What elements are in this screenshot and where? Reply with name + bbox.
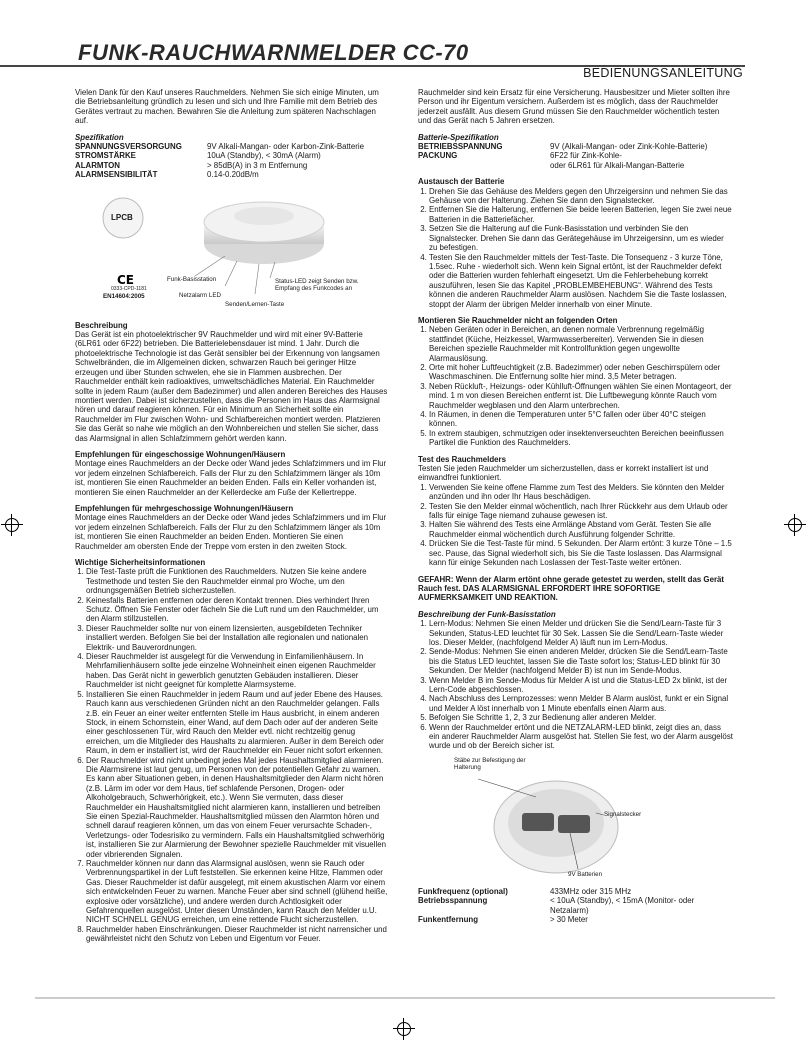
list-item: 5. Installieren Sie einen Rauchmelder in jedem Raum und auf jeder Ebene des Hauses. Rauch kann aus verschiedenen Gründen nicht an den Rauchmelder gelangen. Falls z.B. ein Feuer an einer weiter entfernten Stelle im Haus ausbricht, in einem anderen Stock, in einem Schornstein, einer Wand, auf dem Dach oder auf der anderen Seite einer geschlossenen Tür, wird Rauch den Melder evtl. nicht rechtzeitig genug erreichen, um die Mitglieder des Haushalts zu alarmieren. Außer in dem Bereich oder Raum, in dem er installiert ist, wird der Rauchmelder ein Feuer nicht sofort erkennen. (86, 690, 388, 756)
list-item: 3. Dieser Rauchmelder sollte nur von einem lizensierten, ausgebildeten Techniker installiert werden. Befolgen Sie bei der Installation alle regionalen und nationalen Elektrik- und Bauverordnungen. (86, 624, 388, 652)
battery-spec-list (418, 142, 733, 170)
battery-steps (418, 187, 733, 309)
battery-heading: Austausch der Batterie (418, 177, 505, 187)
spec-row: Betriebsspannung < 10uA (Standby), < 15mA (Monitor- oder Netzalarm) (418, 896, 695, 915)
list-item: 4. Testen Sie den Rauchmelder mittels der Test-Taste. Die Tonsequenz - 3 kurze Töne, 1.5sec. Ruhe - wiederholt sich. Wenn kein Signal ertönt, ist der Rauchmelder defekt oder die Batterien wurden fehlerhaft eingesetzt. Um die Fehlerbehebung korrekt auszuführen, lesen Sie das Kapitel „PROBLEMBEHEBUNG“. Während des Tests können die anderen Rauchmelder Alarm auslösen. Nachdem Sie die Taste loslassen, stoppt der Alarm der übrigen Melder innerhalb von einer Minute. (429, 253, 733, 309)
section-heading: Empfehlungen für eingeschossige Wohnungen/Häusern (75, 449, 286, 459)
list-item: 4. Drücken Sie die Test-Taste für mind. 5 Sekunden. Der Alarm ertönt: 3 kurze Töne – 1.5 sec. Pause, das Signal wiederholt sich, bis Sie die Taste loslassen. Das Alarmsignal kann für einige Sekunden nach Loslassen der Test-Taste weiter ertönen. (429, 539, 733, 567)
list-item: 1. Lern-Modus: Nehmen Sie einen Melder und drücken Sie die Send/Learn-Taste für 3 Sekunden, Status-LED leuchtet für 30 Sek. Lassen Sie die Send/Learn-Taste wieder los. Dieser Melder, (nachfolgend Melder A) läuft nun im Lern-Modus. (429, 619, 733, 647)
test-heading: Test des Rauchmelders (418, 454, 506, 464)
base-heading: Beschreibung der Funk-Basisstation (418, 609, 556, 619)
list-item: 4. Dieser Rauchmelder ist ausgelegt für die Verwendung in Einfamilienhäusern. In Mehrfamilienhäusern sollte jede einzelne Wohneinheit einen eigenen Rauchmelder haben. Das Gerät nicht in gewerblich genutzten Gebäuden installieren. Dieser Rauchmelder ist nicht geeignet für komplette Alarmsysteme. (86, 652, 388, 690)
spec-row: oder 6LR61 für Alkali-Mangan-Batterie (550, 160, 685, 170)
intro-paragraph: Vielen Dank für den Kauf unseres Rauchmelders. Nehmen Sie sich einige Minuten, um die Betriebsanleitung gründlich zu lesen und sich und Ihre Familie mit dem Betrieb des Gerätes vertraut zu machen. Bewahren Sie die Anleitung zum späteren Nachschlagen auf. (75, 88, 379, 126)
ce-code: 0333-CPD-1181 (111, 285, 147, 292)
section-heading: Beschreibung (75, 320, 128, 330)
list-item: 3. Wenn Melder B im Sende-Modus für Melder A ist und die Status-LED 2x blinkt, ist der Lern-Code abgeschlossen. (429, 676, 733, 695)
label-send-learn-button: Senden/Lernen-Taste (225, 300, 285, 308)
registration-mark-bottom (393, 1018, 415, 1040)
right-column (418, 88, 733, 924)
spec-heading: Spezifikation (75, 132, 124, 142)
list-item: 1. Neben Geräten oder in Bereichen, an denen normale Verbrennung regelmäßig stattfindet (Küche, Heizkessel, Warmwasserbereiter). Verwenden Sie in diesen Bereichen spezielle Rauchmelder mit Kontrollfunktion gegen ungewollte Alarmauslösung. (429, 325, 733, 363)
list-item: 6. Wenn der Rauchmelder ertönt und die NETZALARM-LED blinkt, zeigt dies an, dass ein anderer Rauchmelder Alarm ausgelöst hat. Stellen Sie fest, wo der Alarm ausgelöst wurde und ob der Bereich sicher ist. (429, 723, 733, 751)
page-subtitle: BEDIENUNGSANLEITUNG (583, 66, 743, 80)
list-item: 1. Die Test-Taste prüft die Funktionen des Rauchmelders. Nutzen Sie keine andere Testmethode und testen Sie den Rauchmelder einmal pro Woche, um den ordnungsgemäßen Betrieb sicherzustellen. (86, 567, 388, 595)
list-item: 2. Sende-Modus: Nehmen Sie einen anderen Melder, drücken Sie die Send/Learn-Taste bis die Status LED leuchtet, lassen Sie die Taste sofort los; Status-LED blinkt für 30 Sekunden. Der Melder (nachfolgend Melder B) ist nun im Sende-Modus. (429, 647, 733, 675)
spec-row: ALARMSENSIBILITÄT 0.14-0.20dB/m (75, 170, 259, 180)
list-item: 5. In extrem staubigen, schmutzigen oder insektenverseuchten Bereichen beeinflussen Partikel die Funktion des Rauchmelders. (429, 429, 733, 448)
footer-rule (35, 997, 775, 999)
list-item: 4. Nach Abschluss des Lernprozesses: wenn Melder B Alarm auslöst, funkt er ein Signal und Melder A löst innerhalb von 1 Minute ebenfalls einen Alarm aus. (429, 694, 733, 713)
spec-row: PACKUNG 6F22 für Zink-Kohle- (418, 151, 622, 161)
label-network-led: Netzalarm LED (179, 291, 221, 299)
nomount-list (418, 325, 733, 447)
nomount-heading: Montieren Sie Rauchmelder nicht an folgenden Orten (418, 315, 618, 325)
section-text: Das Gerät ist ein photoelektrischer 9V Rauchmelder und wird mit einer 9V-Batterie (6LR61 oder 6F22) betrieben. Die Batterielebensdauer ist mind. 1 Jahr. Durch die photoelektrische Technologie ist das Gerät sensibler bei der Erkennung von langsamen Schwelbränden, die im Allgemeinen dicken, schwarzen Rauch bei geringer Hitze erzeugen und über Stunden schwelen, ehe sie in Flammen ausbrechen. Der Rauchmelder enthält kein radioaktives, umweltschädliches Material. Ein Rauchmelder sollte in jedem Raum (außer dem Badezimmer) und allen anderen Bereiches des Hauses montiert werden. Dabei ist sicherzustellen, dass die Personen im Haus das Alarmsignal hören und darauf reagieren können. Für ein Minimum an Sicherheit sollte ein Rauchmelder im Flur zwischen Wohn- und Schlafbereichen montiert werden. Platzieren Sie das Gerät so nahe wie möglich an den Wohnbereichen und stellen Sie sicher, dass das Alarmsignal in allen Schlafzimmern gehört werden kann. (75, 330, 388, 443)
spec-row: SPANNUNGSVERSORGUNG 9V Alkali-Mangan- oder Karbon-Zink-Batterie (75, 142, 365, 152)
en-standard: EN14604:2005 (103, 292, 145, 300)
danger-notice: GEFAHR: Wenn der Alarm ertönt ohne gerade getestet zu werden, stellt das Gerät Rauch fest. DAS ALARMSIGNAL ERFORDERT IHRE SOFORTIGE AUFMERKSAMKEIT UND REAKTION. (418, 574, 725, 603)
base-steps (418, 619, 733, 751)
left-column (75, 88, 388, 944)
test-intro: Testen Sie jeden Rauchmelder um sicherzustellen, dass er korrekt installiert ist und einwandfrei funktioniert. (418, 464, 709, 483)
list-item: 3. Setzen Sie die Halterung auf die Funk-Basisstation und verbinden Sie den Signalstecker. Drehen Sie dann das Gerätegehäuse im Uhrzeigersinn, um es wieder zu befestigen. (429, 224, 733, 252)
list-item: 2. Keinesfalls Batterien entfernen oder deren Kontakt trennen. Dies verhindert Ihren Schutz. Öffnen Sie Fenster oder fächeln Sie die Luft rund um den Rauchmelder, um den Alarm stillzustellen. (86, 596, 388, 624)
battery-spec-heading: Batterie-Spezifikation (418, 132, 499, 142)
radio-spec-list (418, 887, 733, 925)
spec-row: Funkfrequenz (optional) 433MHz oder 315 MHz (418, 886, 632, 896)
base-station-illustration (418, 757, 733, 885)
safety-list (75, 567, 388, 943)
list-item: 1. Verwenden Sie keine offene Flamme zum Test des Melders. Sie könnten den Melder anzünden und ihn oder Ihr Haus beschädigen. (429, 483, 733, 502)
test-steps (418, 483, 733, 568)
svg-text:CE: CE (117, 272, 135, 287)
spec-row: BETRIEBSSPANNUNG 9V (Alkali-Mangan- oder Zink-Kohle-Batterie) (418, 142, 708, 152)
section-text: Montage eines Rauchmelders an der Decke oder Wand jedes Schlafzimmers und im Flur vor jedem einzelnen Schlafbereich. Falls der Flur zu den Schlafzimmern länger als 10m ist, montieren Sie einen Rauchmelder an beiden Enden. Falls ein Keller vorhanden ist, montieren Sie einen Rauchmelder an der Kellerdecke am Fuße der Kellertreppe. (75, 459, 387, 497)
list-item: 5. Befolgen Sie Schritte 1, 2, 3 zur Bedienung aller anderen Melder. (429, 713, 733, 722)
list-item: 6. Der Rauchmelder wird nicht unbedingt jedes Mal jedes Haushaltsmitglied alarmieren. Die Alarmsirene ist laut genug, um Personen von der potentiellen Gefahr zu warnen. Es kann aber Situationen geben, in denen Haushaltsmitglieder den Alarm nicht hören (z.B. Lärm im oder vor dem Haus, tief schlafende Personen, Drogen- oder Alkoholgebrauch, Schwerhörigkeit, etc.). Wenn Sie vermuten, dass dieser Rauchmelder ein Haushaltsmitglied nicht alarmieren kann, installieren und betreiben Sie einen Spezial-Rauchmelder. Haushaltsmitglied müssen den Alarmton hören und schnell darauf reagieren können, um das von einem Feuer verursachte Schaden-, Verletzungs- oder Todesrisiko zu vermindern. Falls ein Haushaltsmitglied schwerhörig ist, installieren Sie zur Alarmierung der Bewohner spezielle Rauchmelder mit visuellen oder vibrierenden Signalen. (86, 756, 388, 859)
safety-heading: Wichtige Sicherheitsinformationen (75, 558, 206, 567)
list-item: 4. In Räumen, in denen die Temperaturen unter 5°C fallen oder über 40°C steigen können. (429, 410, 733, 429)
list-item: 3. Neben Rückluft-, Heizungs- oder Kühlluft-Öffnungen wählen Sie einen Montageort, der mind. 1 m von diesen Bereichen entfernt ist. Die Luftbewegung könnte Rauch vom Rauchmelder wegblasen und den Alarm unterbrechen. (429, 382, 733, 410)
label-base-station: Funk-Basisstation (167, 275, 217, 283)
registration-mark-right (784, 514, 806, 536)
spec-row: ALARMTON > 85dB(A) in 3 m Entfernung (75, 160, 308, 170)
page-title: FUNK-RAUCHWARNMELDER CC-70 (78, 40, 469, 65)
list-item: 2. Testen Sie den Melder einmal wöchentlich, nach Ihrer Rückkehr aus dem Urlaub oder falls für einige Tage niemand zuhause gewesen ist. (429, 502, 733, 521)
spec-row: STROMSTÄRKE 10uA (Standby), < 30mA (Alarm) (75, 151, 321, 161)
detector-figure (75, 186, 388, 321)
list-item: 1. Drehen Sie das Gehäuse des Melders gegen den Uhrzeigersinn und nehmen Sie das Gehäuse von der Halterung. Ziehen Sie dann den Signalstecker. (429, 187, 733, 206)
list-item: 8. Rauchmelder haben Einschränkungen. Dieser Rauchmelder ist nicht narrensicher und gewährleistet nicht den Schutz von Leben und Eigentum vor Feuer. (86, 925, 388, 944)
label-9v-batteries: 9V Batterien (568, 870, 603, 878)
section-text: Montage eines Rauchmelders an der Decke oder Wand jedes Schlafzimmers und im Flur vor jedem einzelnen Schlafbereich. Falls der Flur zu den Schlafzimmern länger als 10m ist, montieren Sie einen Rauchmelder an beiden Enden. Montieren Sie einen Rauchmelder am obersten Ende der Treppe vom ersten in den zweiten Stock. (75, 513, 387, 551)
label-signal-plug: Signalstecker (604, 810, 642, 818)
list-item: 7. Rauchmelder können nur dann das Alarmsignal auslösen, wenn sie Rauch oder Verbrennungspartikel in der Luft feststellen. Sie erkennen keine Hitze, Flammen oder Gas. Dieser Rauchmelder ist dafür ausgelegt, mit einem akustischen Alarm vor einem sich entwickelnden Feuer zu warnen. Manche Feuer aber sind schnell (glühend heiße, explosive oder vorsätzliche), und andere werden durch Achtlosigkeit oder Gefahrenquellen ausgelöst. Unter diesen Umständen, kann Rauch den Melder u.U. NICHT SCHNELL GENUG erreichen, um eine rettende Flucht sicherzustellen. (86, 859, 388, 925)
label-status-led: Status-LED zeigt Senden bzw. Empfang des Funkcodes an (275, 277, 359, 292)
registration-mark-left (1, 514, 23, 536)
section-heading: Empfehlungen für mehrgeschossige Wohnungen/Häusern (75, 503, 294, 513)
label-mount-bars: Stäbe zur Befestigung der Halterung (454, 756, 526, 771)
list-item: 2. Entfernen Sie die Halterung, entfernen Sie beide leeren Batterien, legen Sie zwei neue Batterien in die Batteriefächer. (429, 205, 733, 224)
spec-list (75, 142, 388, 180)
list-item: 3. Halten Sie während des Tests eine Armlänge Abstand vom Gerät. Testen Sie alle Rauchmelder einmal wöchentlich durch Ausführung folgender Schritte. (429, 520, 733, 539)
insurance-paragraph: Rauchmelder sind kein Ersatz für eine Versicherung. Hausbesitzer und Mieter sollten ihre Person und ihr Eigentum versichern. Außerdem ist es möglich, dass der Rauchmelder jederzeit ausfällt. Aus diesem Grund müssen Sie den Rauchmelder wöchentlich testen und das Gerät nach 5 Jahren ersetzen. (418, 88, 730, 126)
list-item: 2. Orte mit hoher Luftfeuchtigkeit (z.B. Badezimmer) oder neben Geschirrspülern oder Waschmaschinen. Die Entfernung sollte hier mind. 3,5 Meter betragen. (429, 363, 733, 382)
spec-row: Funkentfernung > 30 Meter (418, 915, 588, 925)
lpcb-logo-text: LPCB (111, 212, 133, 222)
battery-figure (418, 757, 733, 885)
